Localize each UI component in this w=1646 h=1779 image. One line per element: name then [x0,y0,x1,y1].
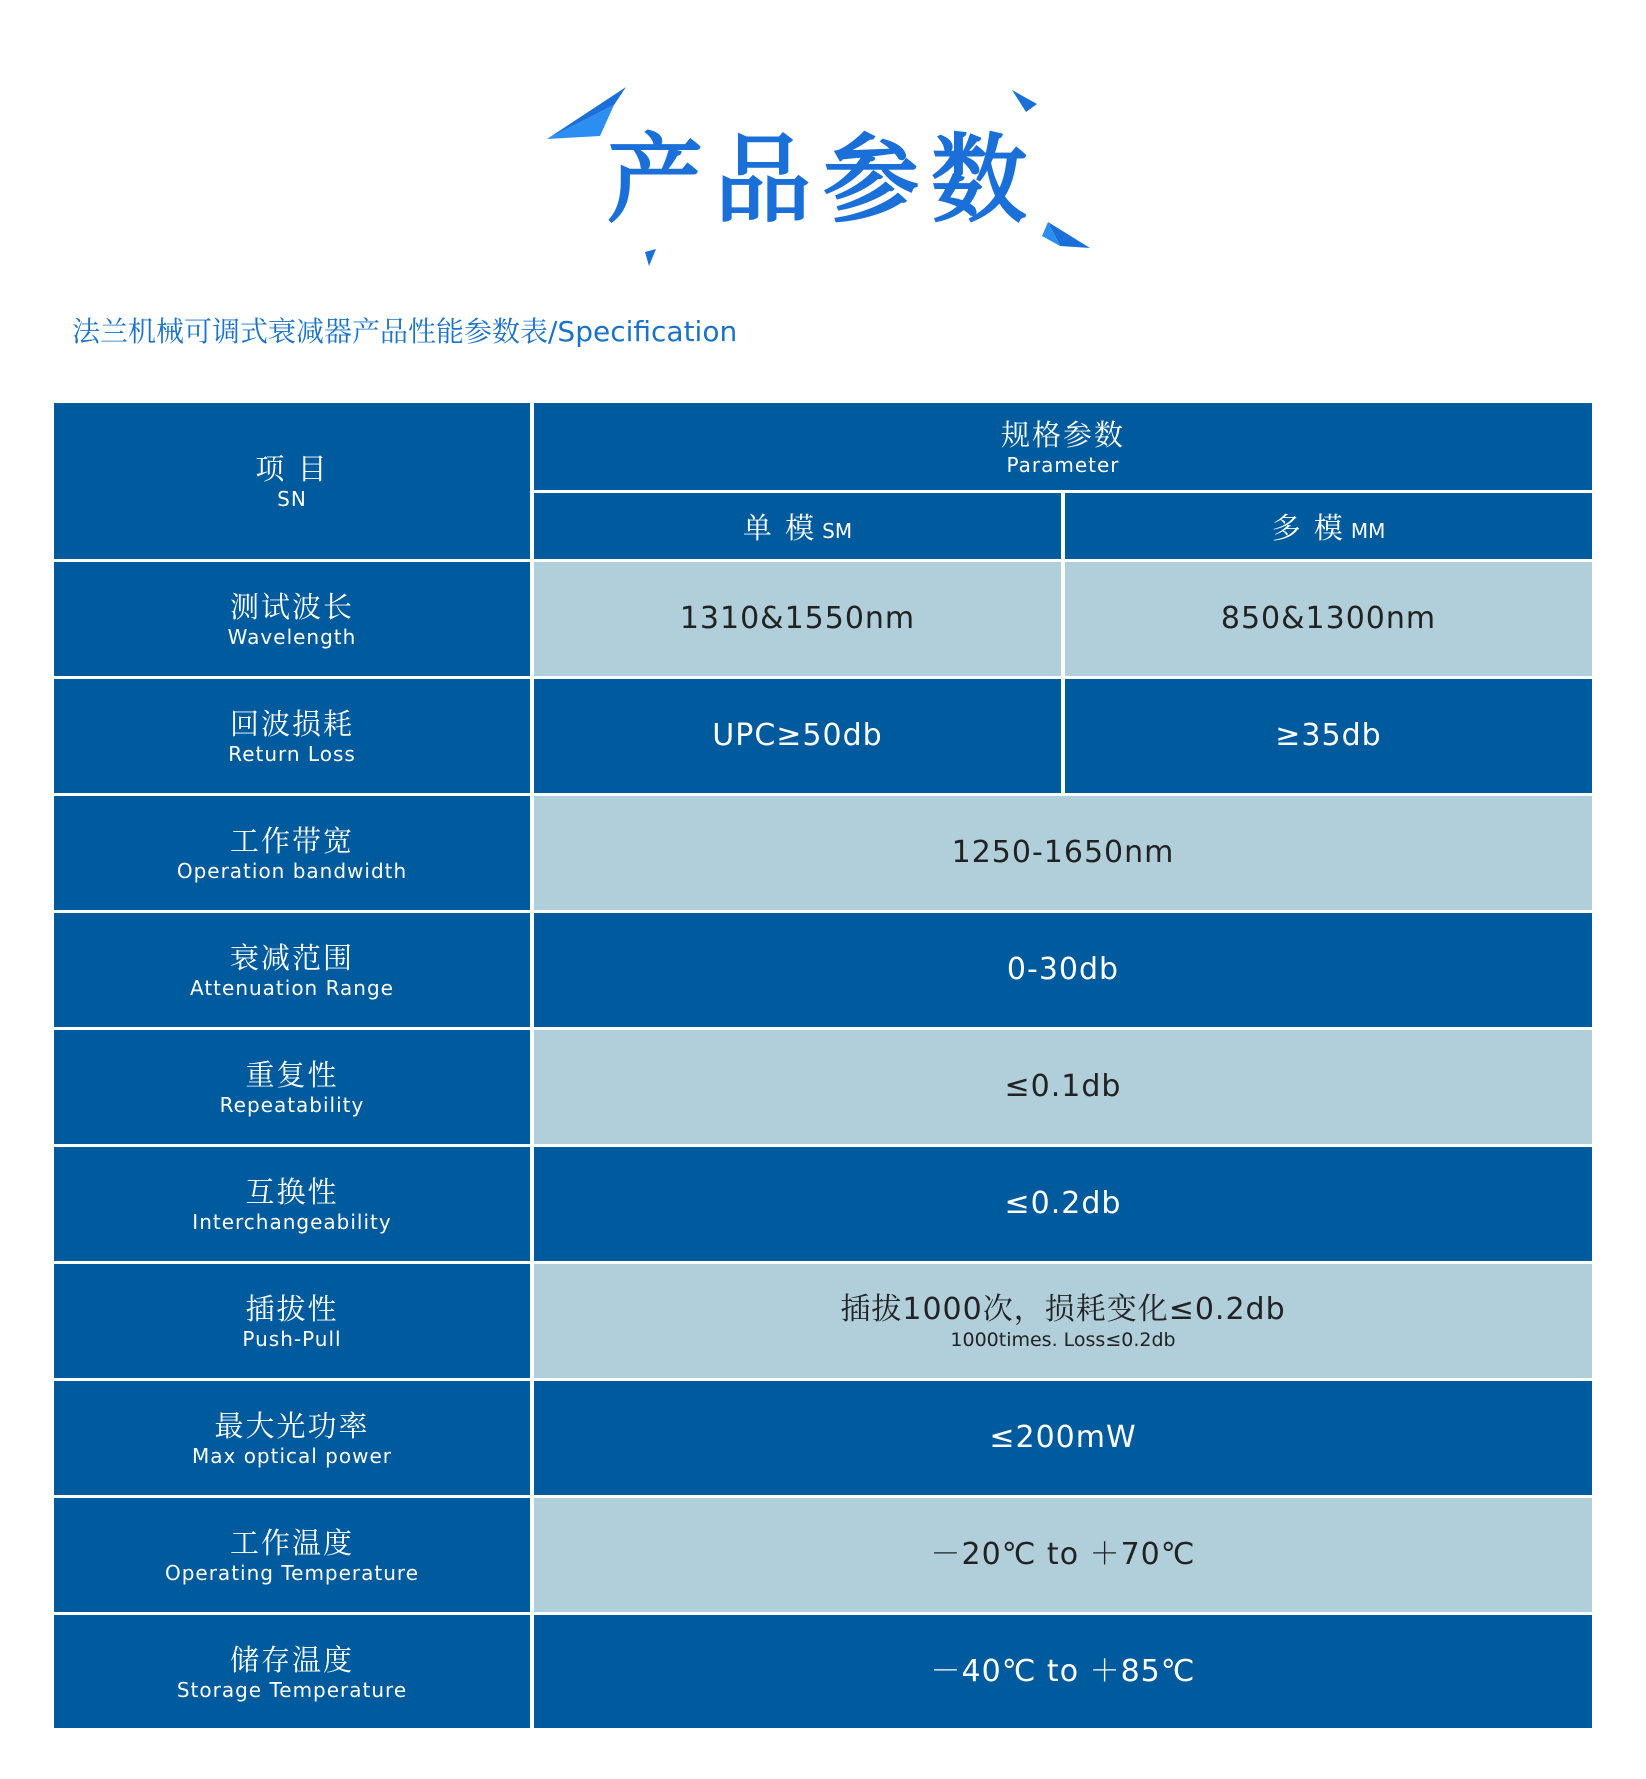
row-label-zh: 插拔性 [245,1292,339,1326]
row-label-zh: 最大光功率 [214,1409,370,1443]
row-label-en: Return Loss [228,742,356,766]
row-value-cell [534,796,1592,910]
row-label-zh: 衰减范围 [229,941,354,975]
row-label-cell [54,913,530,1027]
header-item-cell [54,403,530,559]
row-value-cell [534,1615,1592,1728]
row-label-cell [54,1498,530,1612]
row-value-mm: 850&1300nm [1220,601,1437,636]
header-param-en: Parameter [1006,452,1120,477]
row-label-en: Repeatability [219,1093,365,1117]
header-param-zh: 规格参数 [1000,417,1125,452]
row-value-mm-cell [1065,562,1592,676]
row-value: －20℃ to ＋70℃ [930,1537,1196,1572]
row-label-zh: 工作带宽 [229,824,354,858]
row-value-cell [534,1381,1592,1495]
shard-top-right [1012,90,1037,112]
header-item-en: SN [277,487,307,511]
header-mm-en: MM [1350,518,1386,543]
row-value-cell [534,1264,1592,1378]
header-mm-zh: 多 模 [1271,510,1345,545]
header-param-cell [534,403,1592,490]
row-value: ≤0.2db [1004,1186,1122,1221]
row-label-zh: 测试波长 [229,590,354,624]
row-value: ≤0.1db [1004,1069,1122,1104]
row-label-cell [54,796,530,910]
header-mm-cell [1065,493,1592,559]
title-banner [0,0,1646,280]
header-sm-cell [534,493,1061,559]
row-value-cell [534,1030,1592,1144]
row-label-cell [54,1030,530,1144]
row-value: －40℃ to ＋85℃ [930,1653,1196,1689]
page-title: 产品参数 [607,124,1039,236]
spec-table [54,403,1592,1728]
header-sm-zh: 单 模 [742,510,817,545]
row-label-en: Operation bandwidth [176,859,408,883]
row-label-en: Push-Pull [242,1327,342,1351]
row-value-cell [534,1498,1592,1612]
row-label-en: Attenuation Range [190,976,394,1000]
row-value-sm-cell [534,679,1061,793]
row-label-en: Max optical power [191,1444,393,1468]
row-label-cell [54,1264,530,1378]
row-label-en: Interchangeability [192,1210,392,1234]
row-value: 0-30db [1006,952,1120,987]
row-value-sm-cell [534,562,1061,676]
row-label-cell [54,1615,530,1728]
row-label-zh: 回波损耗 [229,707,354,741]
row-value-sub: 1000times. Loss≤0.2db [950,1329,1176,1351]
row-value-cell [534,913,1592,1027]
row-label-zh: 互换性 [245,1175,339,1209]
row-label-zh: 重复性 [245,1058,339,1092]
row-label-en: Operating Temperature [164,1561,420,1585]
row-label-cell [54,562,530,676]
row-value-sm: UPC≥50db [712,718,883,753]
table-caption: 法兰机械可调式衰减器产品性能参数表/Specification [72,315,738,348]
row-value-cell [534,1147,1592,1261]
row-label-en: Storage Temperature [176,1677,408,1702]
row-label-cell [54,1147,530,1261]
row-value: ≤200mW [989,1420,1137,1455]
row-label-cell [54,1381,530,1495]
row-value: 插拔1000次，损耗变化≤0.2db [840,1292,1286,1327]
row-value-sm: 1310&1550nm [679,601,916,636]
row-label-zh: 储存温度 [229,1642,354,1677]
row-value-mm: ≥35db [1275,718,1382,753]
header-item-zh: 项 目 [255,452,329,486]
row-value-mm-cell [1065,679,1592,793]
header-sm-en: SM [822,518,853,543]
row-label-cell [54,679,530,793]
shard-bottom-left [645,249,656,266]
row-value: 1250-1650nm [951,835,1175,870]
row-label-en: Wavelength [227,625,357,649]
row-label-zh: 工作温度 [229,1526,354,1560]
